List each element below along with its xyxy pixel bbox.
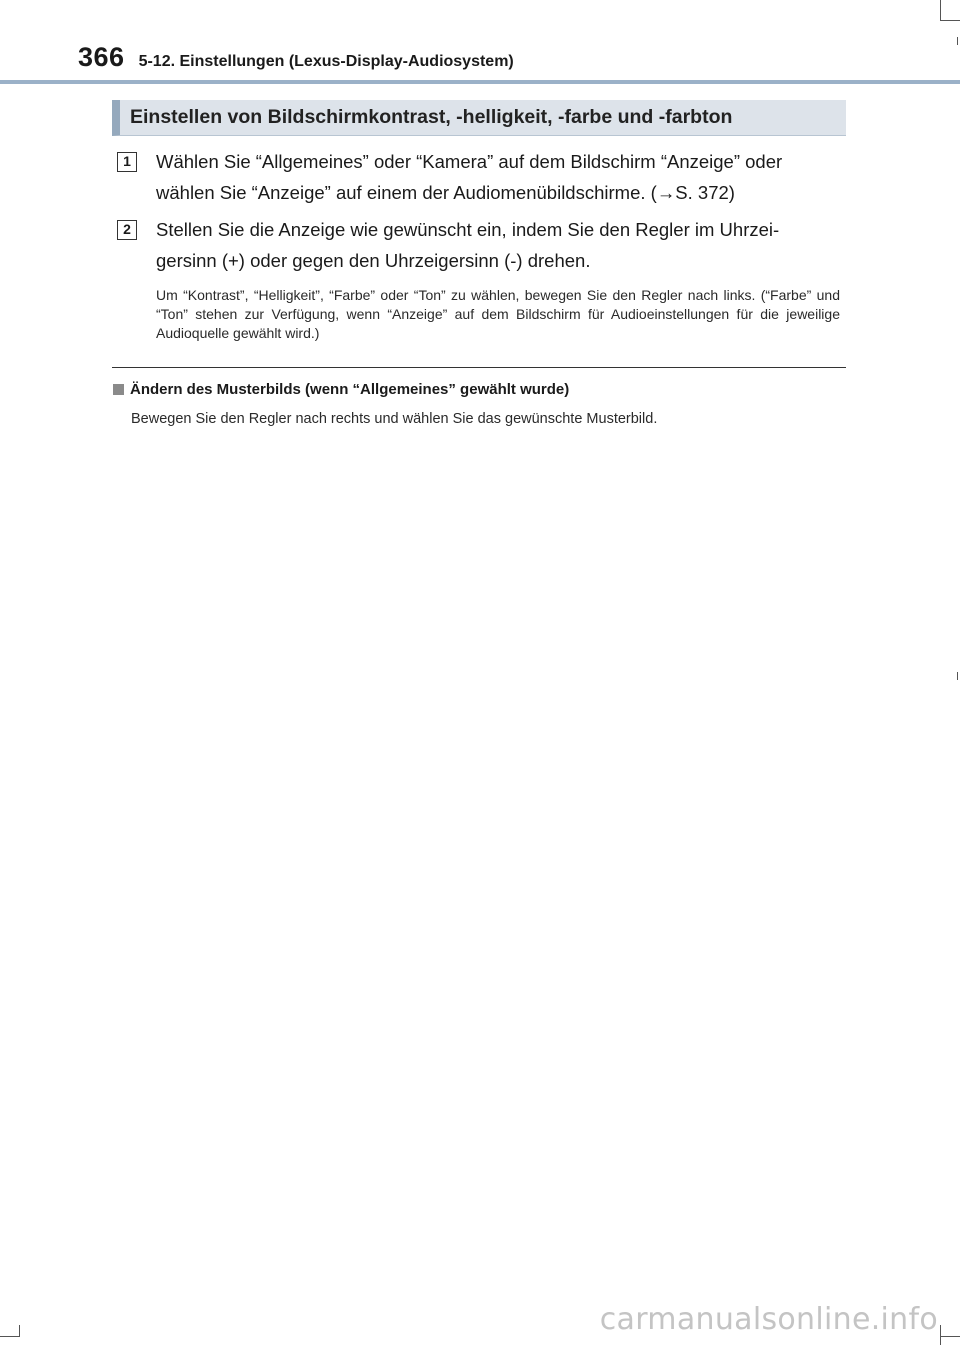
step-text-line: Stellen Sie die Anzeige wie gewünscht ein, indem Sie den Regler im Uhrzei-: [156, 219, 780, 240]
step-text-line: gersinn (+) oder gegen den Uhrzeigersinn (-) drehen.: [156, 250, 591, 271]
section-title: Einstellen von Bildschirmkontrast, -helligkeit, -farbe und -farbton: [130, 106, 733, 128]
crop-mark: [940, 0, 941, 20]
chapter-title: 5-12. Einstellungen (Lexus-Display-Audiosystem): [138, 53, 514, 70]
section-divider: [112, 367, 846, 368]
step-text-line: wählen Sie “Anzeige” auf einem der Audiomenübildschirme. (→S. 372): [156, 182, 735, 203]
step-text: [156, 214, 844, 276]
subtopic-title: Ändern des Musterbilds (wenn “Allgemeines” gewählt wurde): [130, 381, 570, 398]
subtopic-text: Bewegen Sie den Regler nach rechts und wählen Sie das gewünschte Musterbild.: [131, 411, 658, 427]
section-heading: [112, 100, 846, 136]
page-number: 366: [78, 42, 125, 72]
crop-mark: [957, 672, 958, 680]
subtopic-heading: [113, 381, 569, 398]
page-header: [78, 42, 514, 73]
crop-mark: [19, 1325, 20, 1337]
header-rule: [0, 80, 960, 84]
crop-mark: [957, 37, 958, 45]
step-number-badge: 2: [117, 220, 137, 240]
step-note: Um “Kontrast”, “Helligkeit”, “Farbe” oder “Ton” zu wählen, bewegen Sie den Regler nach links. (“Farbe” und “Ton” stehen zur Verfügung, wenn “Anzeige” auf dem Bildschirm für Audioeinstellungen für die jeweilige Audioquelle gewählt wird.): [156, 287, 840, 341]
watermark: carmanualsonline.info: [599, 1302, 938, 1337]
step-text: [156, 146, 844, 208]
step-number-badge: 1: [117, 152, 137, 172]
crop-mark: [940, 1325, 941, 1345]
step-text-line: Wählen Sie “Allgemeines” oder “Kamera” auf dem Bildschirm “Anzeige” oder: [156, 151, 783, 172]
crop-mark: [940, 20, 960, 21]
crop-mark: [0, 1336, 20, 1337]
crop-mark: [940, 1336, 960, 1337]
square-bullet-icon: [113, 384, 124, 395]
